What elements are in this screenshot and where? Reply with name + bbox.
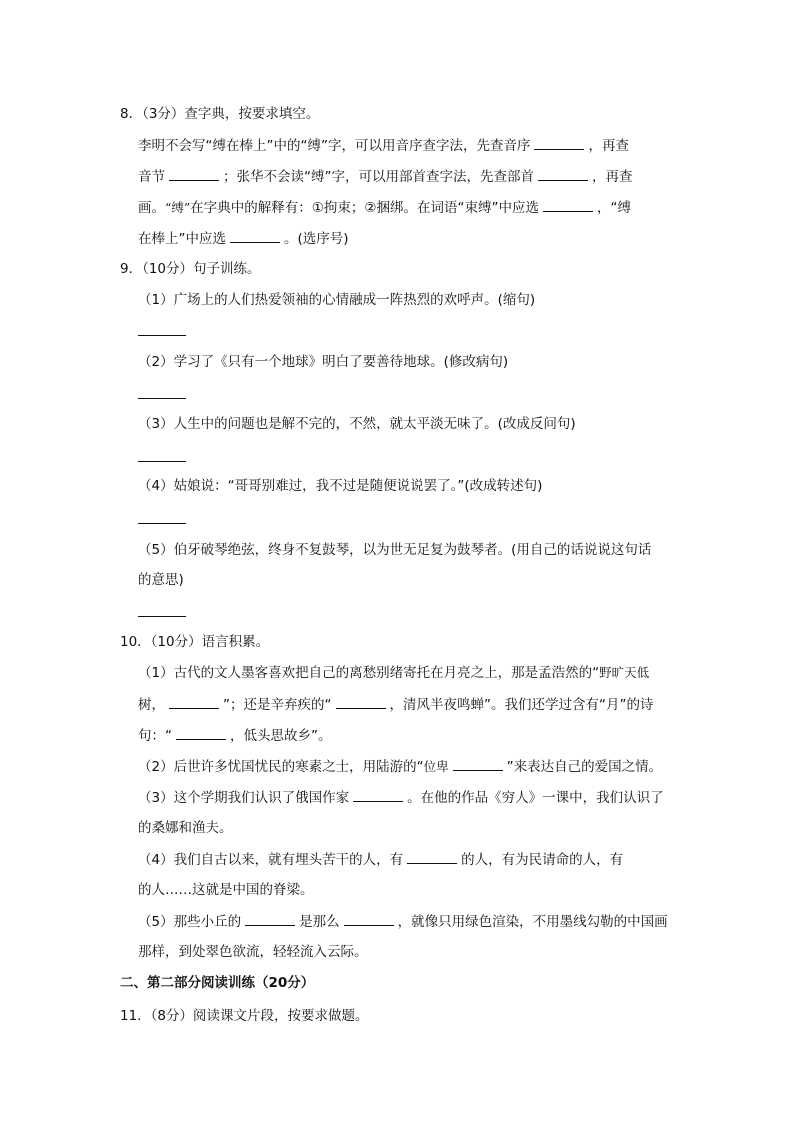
q8-line-1 — [138, 135, 629, 156]
q10-item-5-line-2: 那样，到处翠色欲流，轻轻流入云际。 — [138, 944, 368, 960]
answer-blank[interactable] — [534, 135, 584, 150]
q10-text: （3）这个学期我们认识了俄国作家 — [138, 790, 350, 806]
answer-blank[interactable] — [169, 694, 219, 709]
q8-line-2 — [138, 166, 633, 187]
q10-text: （2）后世许多忧国忧民的寒素之士，用陆游的“ — [138, 759, 424, 775]
q10-item-4-line-2: 的人……这就是中国的脊梁。 — [138, 882, 314, 898]
q10-item-5-line-1 — [138, 911, 668, 932]
answer-line[interactable] — [138, 398, 186, 399]
answer-blank[interactable] — [407, 849, 457, 864]
q8-text: 在棒上”中应选 — [138, 231, 226, 247]
q8-line-3 — [138, 197, 631, 218]
q10-text: （5）那些小丘的 — [138, 914, 242, 930]
answer-line[interactable] — [138, 616, 186, 617]
q10-item-3-line-1 — [138, 787, 664, 808]
q8-text: ；张华不会读“缚”字，可以用部首查字法，先查部首 — [223, 169, 534, 185]
q10-text: ”；还是辛弃疾的“ — [223, 697, 332, 713]
answer-blank[interactable] — [353, 787, 403, 802]
q10-text: 的人，有为民请命的人，有 — [461, 852, 624, 868]
answer-blank[interactable] — [336, 694, 386, 709]
q9-heading: 9．（10分）句子训练。 — [120, 261, 261, 277]
q10-item-1-line-3 — [138, 725, 332, 746]
section-2-title: 二、第二部分阅读训练（20分） — [120, 975, 315, 991]
q10-item-2 — [138, 756, 662, 777]
q8-quoted-char: “缚” — [165, 200, 191, 215]
answer-blank[interactable] — [230, 228, 280, 243]
q10-item-4-line-1 — [138, 849, 623, 870]
answer-line[interactable] — [138, 461, 186, 462]
q11-heading: 11．（8分）阅读课文片段，按要求做题。 — [120, 1008, 369, 1024]
q8-text: ，“缚 — [596, 200, 631, 216]
answer-blank[interactable] — [344, 911, 394, 926]
q10-text: （1）古代的文人墨客喜欢把自己的离愁别绪寄托在月亮之上，那是孟浩然的“ — [138, 665, 600, 681]
q9-sentence-1: （1）广场上的人们热爱领袖的心情融成一阵热烈的欢呼声。(缩句) — [138, 292, 536, 308]
answer-blank[interactable] — [453, 756, 503, 771]
q10-text: ”来表达自己的爱国之情。 — [506, 759, 663, 775]
q8-text: 。(选序号) — [284, 231, 349, 247]
q8-text: ，再查 — [592, 169, 633, 185]
q10-text: ，低头思故乡”。 — [230, 728, 332, 744]
q10-quote: 野旷天低 — [599, 665, 650, 680]
q10-quote: 位卑 — [423, 759, 449, 774]
answer-line[interactable] — [138, 523, 186, 524]
q10-text: ，清风半夜鸣蝉”。我们还学过含有“月”的诗 — [389, 697, 654, 713]
q10-text: 是那么 — [299, 914, 340, 930]
q10-text: 树， — [138, 697, 165, 713]
q10-text: （4）我们自古以来，就有埋头苦干的人，有 — [138, 852, 404, 868]
q9-sentence-5-cont: 的意思) — [138, 572, 184, 588]
answer-blank[interactable] — [543, 197, 593, 212]
answer-blank[interactable] — [538, 166, 588, 181]
q9-sentence-4: （4）姑娘说：“哥哥别难过，我不过是随便说说罢了。”(改成转述句) — [138, 478, 543, 494]
q9-sentence-3: （3）人生中的问题也是解不完的，不然，就太平淡无味了。(改成反问句) — [138, 416, 576, 432]
q8-text: 音节 — [138, 169, 165, 185]
q8-text: 在字典中的解释有：①拘束；②捆绑。在词语“束缚”中应选 — [190, 200, 539, 216]
q8-text: ，再查 — [588, 138, 629, 154]
q10-text: 。在他的作品《穷人》一课中，我们认识了 — [407, 790, 664, 806]
answer-blank[interactable] — [245, 911, 295, 926]
q8-text: 画。 — [138, 200, 165, 216]
answer-line[interactable] — [138, 335, 186, 336]
q10-text: 句：“ — [138, 728, 172, 744]
answer-blank[interactable] — [169, 166, 219, 181]
q10-text: ，就像只用绿色渲染，不用墨线勾勒的中国画 — [397, 914, 668, 930]
answer-blank[interactable] — [176, 725, 226, 740]
q10-item-3-line-2: 的桑娜和渔夫。 — [138, 820, 233, 836]
q9-sentence-5: （5）伯牙破琴绝弦，终身不复鼓琴，以为世无足复为鼓琴者。(用自己的话说说这句话 — [138, 542, 652, 558]
q10-item-1-line-2 — [138, 694, 653, 715]
q10-item-1-line-1 — [138, 663, 649, 683]
q8-text: 李明不会写“缚在棒上”中的“缚”字，可以用音序查字法，先查音序 — [138, 138, 531, 154]
q10-heading: 10．（10分）语言积累。 — [120, 634, 270, 650]
q8-heading: 8．（3分）查字典，按要求填空。 — [120, 106, 320, 122]
q9-sentence-2: （2）学习了《只有一个地球》明白了要善待地球。(修改病句) — [138, 354, 509, 370]
q8-line-4 — [138, 228, 349, 249]
